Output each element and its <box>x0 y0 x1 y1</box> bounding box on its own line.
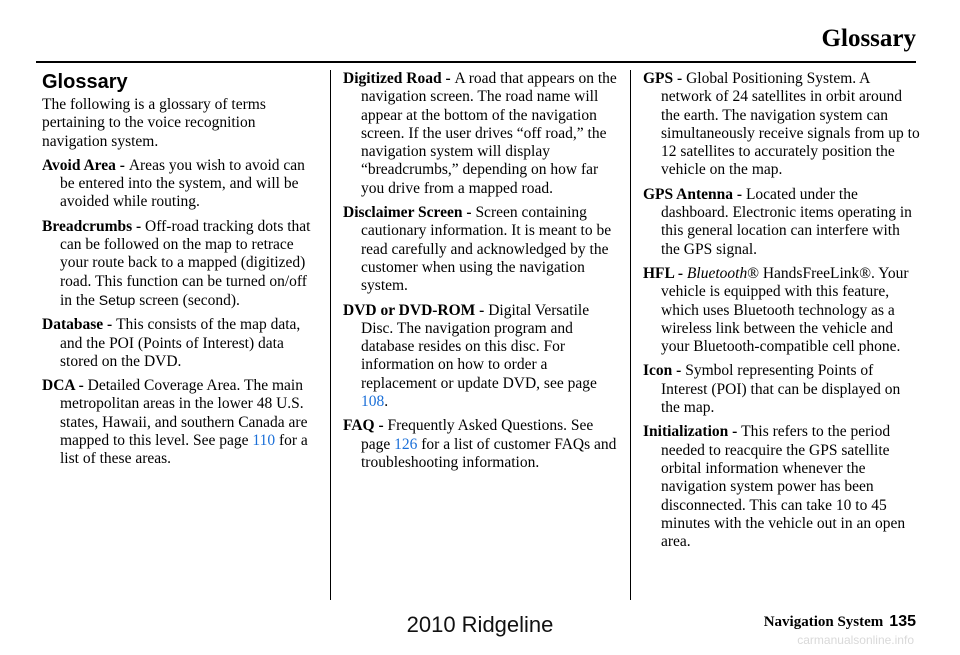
entry-definition: Areas you wish to avoid can be entered into the system, and will be avoided while routing. <box>60 156 305 211</box>
column-2 <box>343 70 619 478</box>
entry-term: GPS Antenna - <box>643 185 746 203</box>
entry-definition-end: for a list of these areas. <box>60 432 308 468</box>
setup-screen-label: Setup <box>98 291 136 308</box>
entry-term: DVD or DVD-ROM - <box>343 301 489 319</box>
entry-term: Icon - <box>643 362 686 380</box>
entry-definition: A road that appears on the navigation screen. The road name will appear at the bottom of the navigation screen. If the user drives “off road,” the navigation system will display “breadcrumbs,” depending on how far you drive from a mapped road. <box>361 70 617 197</box>
entry-term: Disclaimer Screen - <box>343 204 476 222</box>
glossary-entry-icon <box>643 362 921 417</box>
model-watermark: 2010 Ridgeline <box>406 612 554 637</box>
entry-definition: Symbol representing Points of Interest (POI) that can be displayed on the map. <box>661 362 901 417</box>
entry-definition-end: . <box>384 393 389 411</box>
entry-definition: Located under the dashboard. Electronic items operating in this general location can interfere with the GPS signal. <box>661 185 912 258</box>
glossary-entry-dvd-rom <box>343 302 619 412</box>
page-link-110[interactable]: 110 <box>252 432 276 450</box>
glossary-entry-disclaimer-screen <box>343 204 619 295</box>
entry-definition: Frequently Asked Questions. See page <box>361 417 594 453</box>
entry-term: Breadcrumbs - <box>42 217 146 235</box>
entry-term: Avoid Area - <box>42 156 129 174</box>
column-divider-1 <box>330 70 331 600</box>
glossary-entry-database <box>42 316 320 371</box>
bluetooth-italic: Bluetooth <box>686 264 748 282</box>
entry-definition: Detailed Coverage Area. The main metropolitan areas in the lower 48 U.S. states, Hawaii, and southern Canada are mapped to this level. See page <box>60 377 308 450</box>
entry-definition: Global Positioning System. A network of 24 satellites in orbit around the earth. The navigation system can simultaneously receive signals from up to 12 satellites to accurately position the vehicle on the map. <box>661 70 920 179</box>
entry-definition: Digital Versatile Disc. The navigation program and database resides on this disc. For information on how to order a replacement or update DVD, see page <box>361 301 597 392</box>
glossary-entry-breadcrumbs <box>42 218 320 310</box>
entry-term: Initialization - <box>643 423 742 441</box>
entry-term: HFL - <box>643 264 687 282</box>
entry-definition: Off-road tracking dots that can be followed on the map to retrace your route back to a mapped (digitized) road. This function can be turned on/off in the <box>60 217 311 309</box>
entry-definition: This refers to the period needed to reacquire the GPS satellite orbital information whenever the navigation system power has been disconnected. This can take 10 to 45 minutes with the vehicle out in an open area. <box>661 423 906 551</box>
entry-term: GPS - <box>643 70 687 87</box>
entry-term: DCA - <box>42 377 88 395</box>
entry-term: FAQ - <box>343 417 388 435</box>
entry-definition-end: screen (second). <box>135 291 240 309</box>
entry-term: Database - <box>42 316 117 334</box>
glossary-entry-gps-antenna <box>643 186 921 259</box>
glossary-entry-gps <box>643 70 921 180</box>
entry-definition: This consists of the map data, and the POI (Points of Interest) data stored on the DVD. <box>60 316 301 370</box>
page-number: 135 <box>889 613 916 630</box>
column-1 <box>42 70 320 475</box>
entry-definition-end: for a list of customer FAQs and troubleshooting information. <box>361 435 617 471</box>
column-divider-2 <box>630 70 631 600</box>
page-link-108[interactable]: 108 <box>361 393 385 411</box>
glossary-entry-initialization <box>643 423 921 551</box>
section-heading: Glossary <box>42 71 128 93</box>
glossary-entry-hfl <box>643 265 921 356</box>
header-rule <box>36 61 916 63</box>
page-link-126[interactable]: 126 <box>394 435 418 453</box>
column-3 <box>643 70 921 557</box>
glossary-entry-avoid-area <box>42 157 320 212</box>
entry-definition: ® HandsFreeLink®. Your vehicle is equipped with this feature, which uses Bluetooth technology as a wireless link between the vehicle and your Bluetooth-compatible cell phone. <box>661 264 909 356</box>
glossary-entry-digitized-road <box>343 70 619 198</box>
footer-section-label: Navigation System <box>763 614 884 630</box>
entry-term: Digitized Road - <box>343 70 455 87</box>
page-header-title: Glossary <box>821 25 916 52</box>
glossary-entry-dca <box>42 377 320 468</box>
site-watermark: carmanualsonline.info <box>797 633 914 647</box>
intro-paragraph: The following is a glossary of terms pertaining to the voice recognition navigation system. <box>42 96 266 150</box>
glossary-entry-faq <box>343 417 619 472</box>
entry-definition: Screen containing cautionary information. It is meant to be read carefully and acknowledged by the customer when using the navigation system. <box>361 204 612 295</box>
